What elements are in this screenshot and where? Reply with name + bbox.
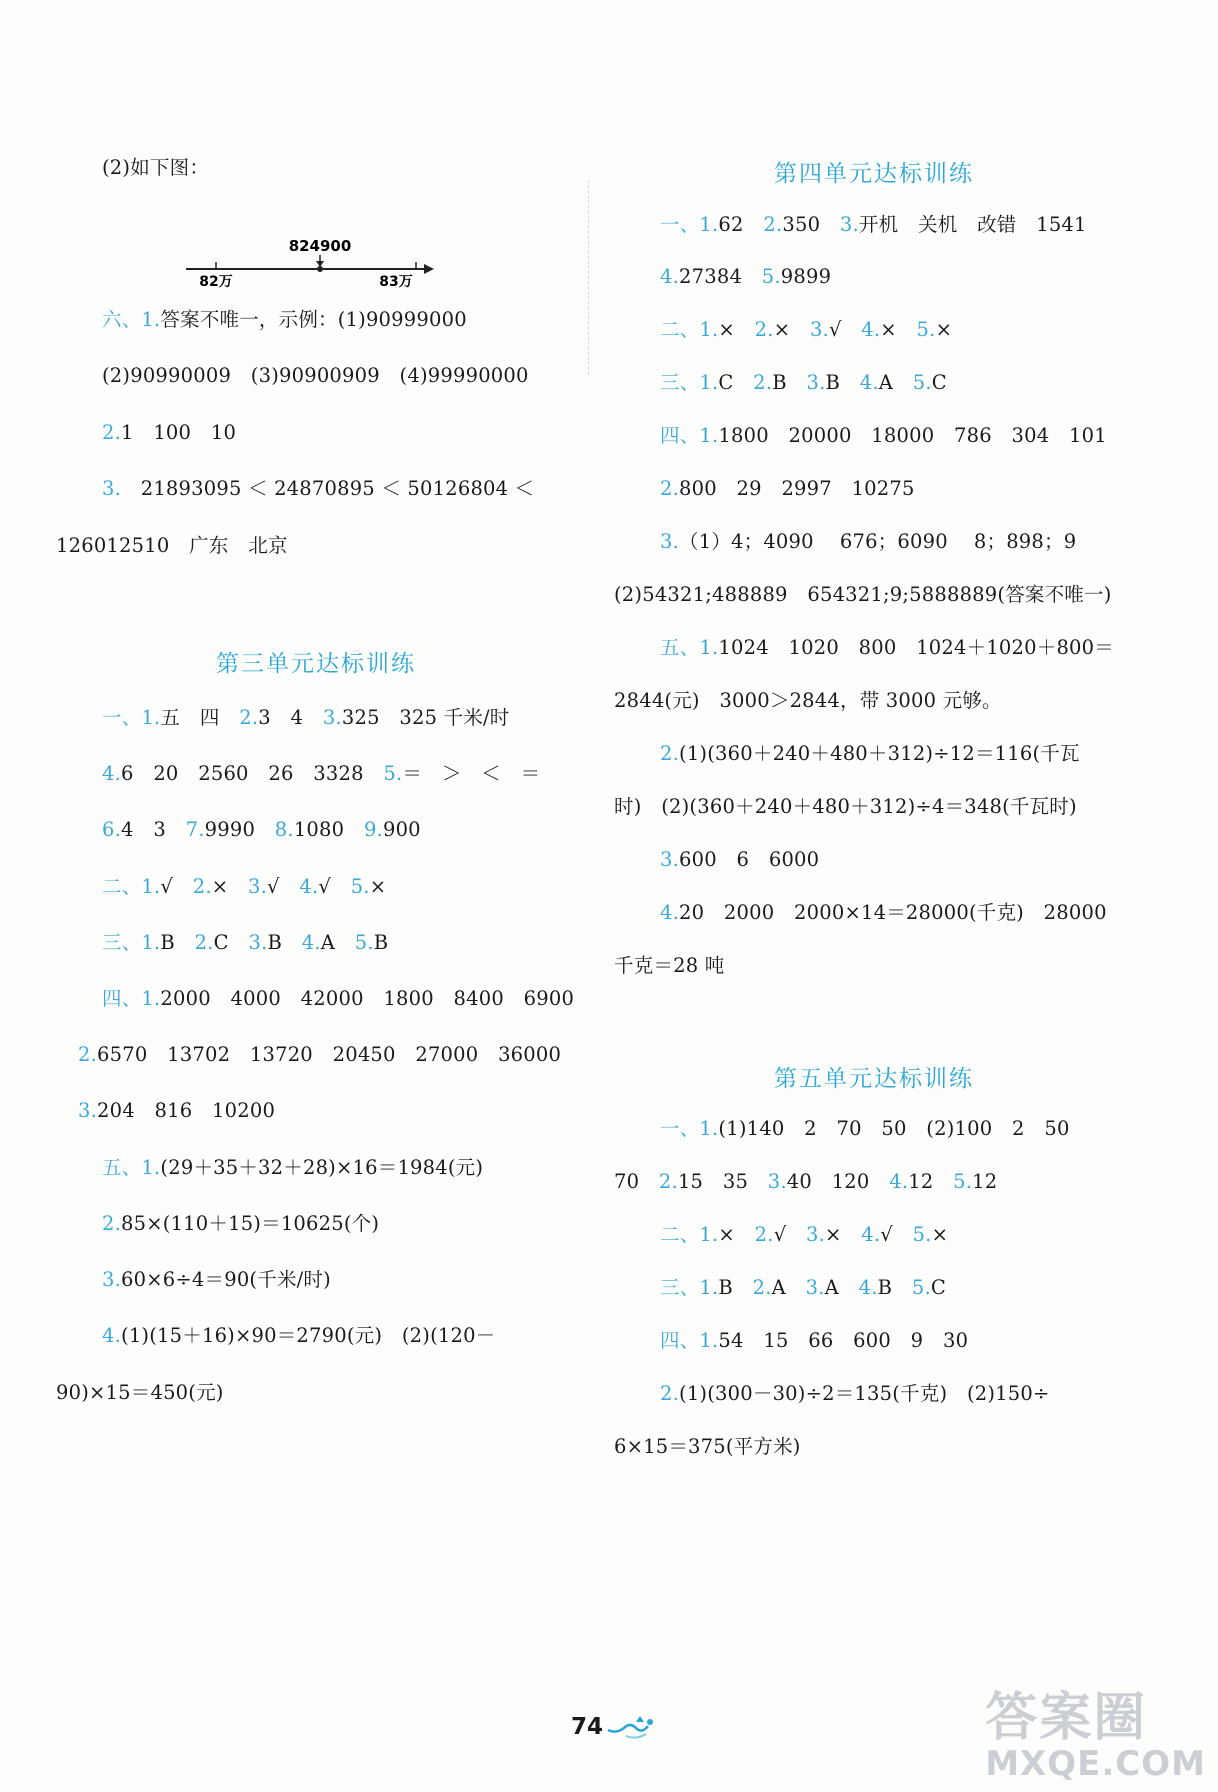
answer-line: 3.（1）4；4090 676；6090 8；898；9 [660, 530, 1077, 553]
answer-line: 2.(1)(360＋240＋480＋312)÷12＝116(千瓦 [660, 742, 1080, 765]
answer-line: 2.800 29 2997 10275 [660, 477, 915, 500]
answer-line: (2)如下图： [102, 156, 210, 179]
watermark-logo [985, 1690, 1206, 1782]
answer-line: 3. 21893095 ＜ 24870895 ＜ 50126804 ＜ [102, 477, 535, 500]
section-title-unit-4: 第四单元达标训练 [774, 161, 974, 187]
column-divider [588, 180, 589, 375]
answer-line: 2.6570 13702 13720 20450 27000 36000 [78, 1043, 562, 1066]
answer-line: 三、1.B 2.C 3.B 4.A 5.B [102, 931, 389, 954]
answer-line: 3.60×6÷4＝90(千米/时) [102, 1268, 331, 1291]
answer-line: 4.20 2000 2000×14＝28000(千克) 28000 [660, 901, 1107, 924]
answer-line: 70 2.15 35 3.40 120 4.12 5.12 [614, 1170, 998, 1193]
answer-line: 4.27384 5.9899 [660, 265, 832, 288]
answer-line: 一、1.五 四 2.3 4 3.325 325 千米/时 [102, 706, 510, 729]
decorative-swirl-icon [606, 1712, 666, 1742]
answer-line: 三、1.B 2.A 3.A 4.B 5.C [660, 1276, 947, 1299]
watermark-url: MXQE.COM [985, 1744, 1206, 1784]
number-line-left-label: 82万 [199, 274, 233, 290]
answer-line: 五、1.1024 1020 800 1024＋1020＋800＝ [660, 636, 1114, 659]
number-line-diagram [186, 236, 486, 306]
answer-line: 4.(1)(15＋16)×90＝2790(元) (2)(120－ [102, 1324, 496, 1347]
answer-line: 二、1.× 2.× 3.√ 4.× 5.× [660, 318, 953, 341]
number-line-top-label: 824900 [288, 237, 352, 255]
answer-line: 四、1.1800 20000 18000 786 304 101 [660, 424, 1107, 447]
answer-line: 3.204 816 10200 [78, 1099, 276, 1122]
answer-line: (2)54321;488889 654321;9;5888889(答案不唯一) [614, 583, 1112, 606]
section-title-unit-5: 第五单元达标训练 [774, 1066, 974, 1092]
answer-line: 3.600 6 6000 [660, 848, 820, 871]
answer-line: 6×15＝375(平方米) [614, 1435, 801, 1458]
answer-line: 千克＝28 吨 [614, 954, 725, 977]
answer-line: 二、1.√ 2.× 3.√ 4.√ 5.× [102, 875, 387, 898]
answer-line: 2.1 100 10 [102, 421, 237, 444]
answer-line: 三、1.C 2.B 3.B 4.A 5.C [660, 371, 947, 394]
answer-line: 90)×15＝450(元) [56, 1381, 224, 1404]
answer-line: 2.(1)(300－30)÷2＝135(千克) (2)150÷ [660, 1382, 1050, 1405]
answer-line: 4.6 20 2560 26 3328 5.＝ ＞ ＜ ＝ [102, 762, 541, 785]
answer-line: 六、1.答案不唯一，示例：(1)90999000 [102, 308, 467, 331]
watermark-text: 答案圈 [985, 1688, 1148, 1748]
answer-line: 时) (2)(360＋240＋480＋312)÷4＝348(千瓦时) [614, 795, 1077, 818]
section-title-unit-3: 第三单元达标训练 [216, 651, 416, 677]
answer-line: 2.85×(110＋15)＝10625(个) [102, 1212, 380, 1235]
answer-line: 一、1.62 2.350 3.开机 关机 改错 1541 [660, 213, 1087, 236]
answer-line: 二、1.× 2.√ 3.× 4.√ 5.× [660, 1223, 949, 1246]
page-number: 74 [571, 1714, 604, 1740]
answer-line: 一、1.(1)140 2 70 50 (2)100 2 50 [660, 1117, 1070, 1140]
answer-line: 2844(元) 3000＞2844，带 3000 元够。 [614, 689, 1002, 712]
answer-line: 四、1.2000 4000 42000 1800 8400 6900 [102, 987, 575, 1010]
answer-line: 126012510 广东 北京 [56, 534, 288, 557]
answer-line: 五、1.(29＋35＋32＋28)×16＝1984(元) [102, 1156, 484, 1179]
answer-line: 6.4 3 7.9990 8.1080 9.900 [102, 818, 421, 841]
number-line-right-label: 83万 [379, 274, 413, 290]
answer-line: (2)90990009 (3)90900909 (4)99990000 [102, 364, 529, 387]
answer-line: 四、1.54 15 66 600 9 30 [660, 1329, 969, 1352]
